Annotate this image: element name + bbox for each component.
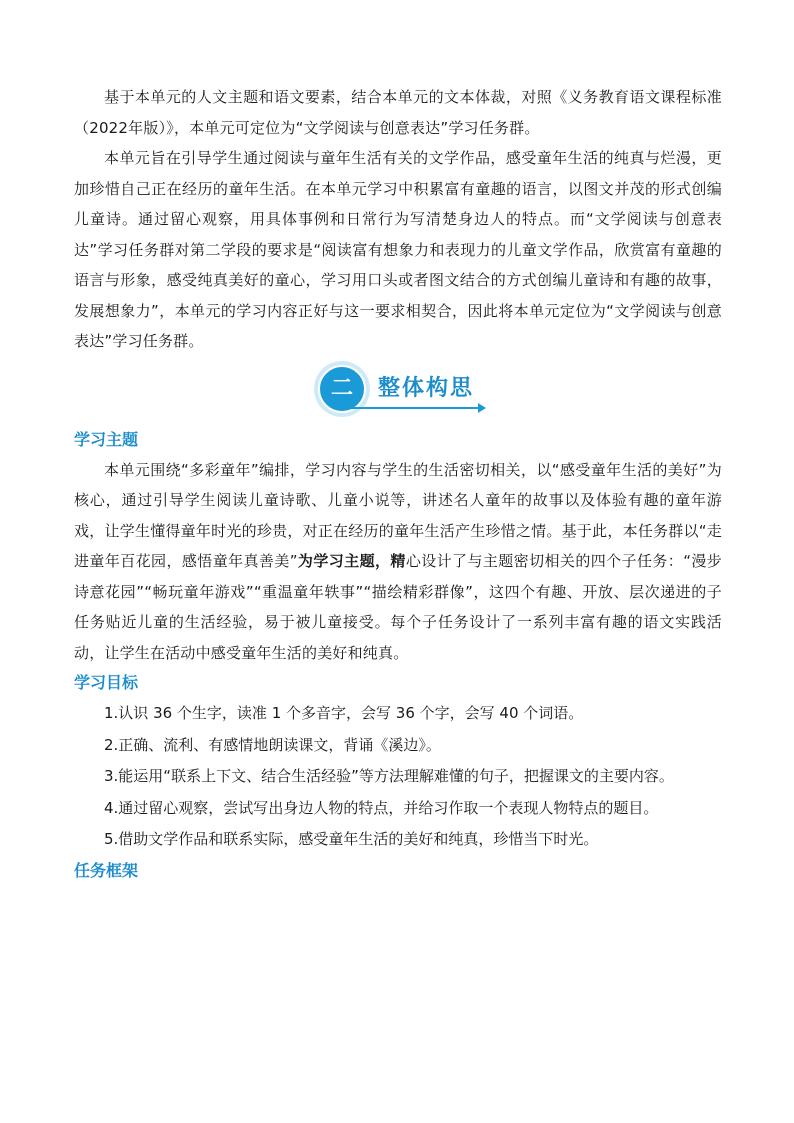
goal-item: 5.借助文学作品和联系实际，感受童年生活的美好和纯真，珍惜当下时光。 <box>104 830 599 848</box>
section-title: 整体构思 <box>378 375 475 401</box>
intro-paragraph-1: 基于本单元的人文主题和语文要素，结合本单元的文本体裁，对照《义务教育语文课程标准（2022年版）》，本单元可定位为“文学阅读与创意表达”学习任务群。 <box>74 88 722 137</box>
theme-text-bold: 为学习主题，精 <box>297 552 406 570</box>
learning-theme-paragraph <box>74 455 722 669</box>
theme-text-part-1: 本单元围绕“多彩童年”编排，学习内容与学生的生活密切相关，以“感受童年生活的美好”为核心，通过引导学生阅读儿童诗歌、儿童小说等，讲述名人童年的故事以及体验有趣的童年游戏，让学生懂得童年时光的珍贵，对正在经历的童年生活产生珍惜之情。基于此，本任务群以“走进童年百花园，感悟童年真善美” <box>74 460 722 570</box>
learning-theme-heading: 学习主题 <box>74 429 139 449</box>
learning-goals-heading: 学习目标 <box>74 673 139 692</box>
goal-item: 1.认识 36 个生字，读准 1 个多音字，会写 36 个字，会写 40 个词语。 <box>104 704 584 722</box>
document-page <box>74 82 722 886</box>
task-framework-heading: 任务框架 <box>74 860 139 880</box>
goal-item: 4.通过留心观察，尝试写出身边人物的特点，并给习作取一个表现人物特点的题目。 <box>104 798 659 817</box>
arrow-right-icon <box>478 403 486 413</box>
theme-text-part-2: 心设计了与主题密切相关的四个子任务：“漫步诗意花园”“畅玩童年游戏”“重温童年轶事”“描绘精彩群像”，这四个有趣、开放、层次递进的子任务贴近儿童的生活经验，易于被儿童接受。每个子任务设计了一系列丰富有趣的语文实践活动，让学生在活动中感受童年生活的美好和纯真。 <box>74 552 722 662</box>
section-banner <box>74 361 722 419</box>
section-underline <box>342 407 482 409</box>
goal-item: 3.能运用“联系上下文、结合生活经验”等方法理解难懂的句子，把握课文的主要内容。 <box>104 767 674 785</box>
goal-item: 2.正确、流利、有感情地朗读课文，背诵《溪边》。 <box>104 735 441 754</box>
intro-paragraph-2: 本单元旨在引导学生通过阅读与童年生活有关的文学作品，感受童年生活的纯真与烂漫，更加珍惜自己正在经历的童年生活。在本单元学习中积累富有童趣的语言，以图文并茂的形式创编儿童诗。通过留心观察，用具体事例和日常行为写清楚身边人的特点。而“文学阅读与创意表达”学习任务群对第二学段的要求是“阅读富有想象力和表现力的儿童文学作品，欣赏富有童趣的语言与形象，感受纯真美好的童心，学习用口头或者图文结合的方式创编儿童诗和有趣的故事，发展想象力”，本单元的学习内容正好与这一要求相契合，因此将本单元定位为“文学阅读与创意表达”学习任务群。 <box>74 149 722 350</box>
section-number-badge: 二 <box>318 365 366 413</box>
